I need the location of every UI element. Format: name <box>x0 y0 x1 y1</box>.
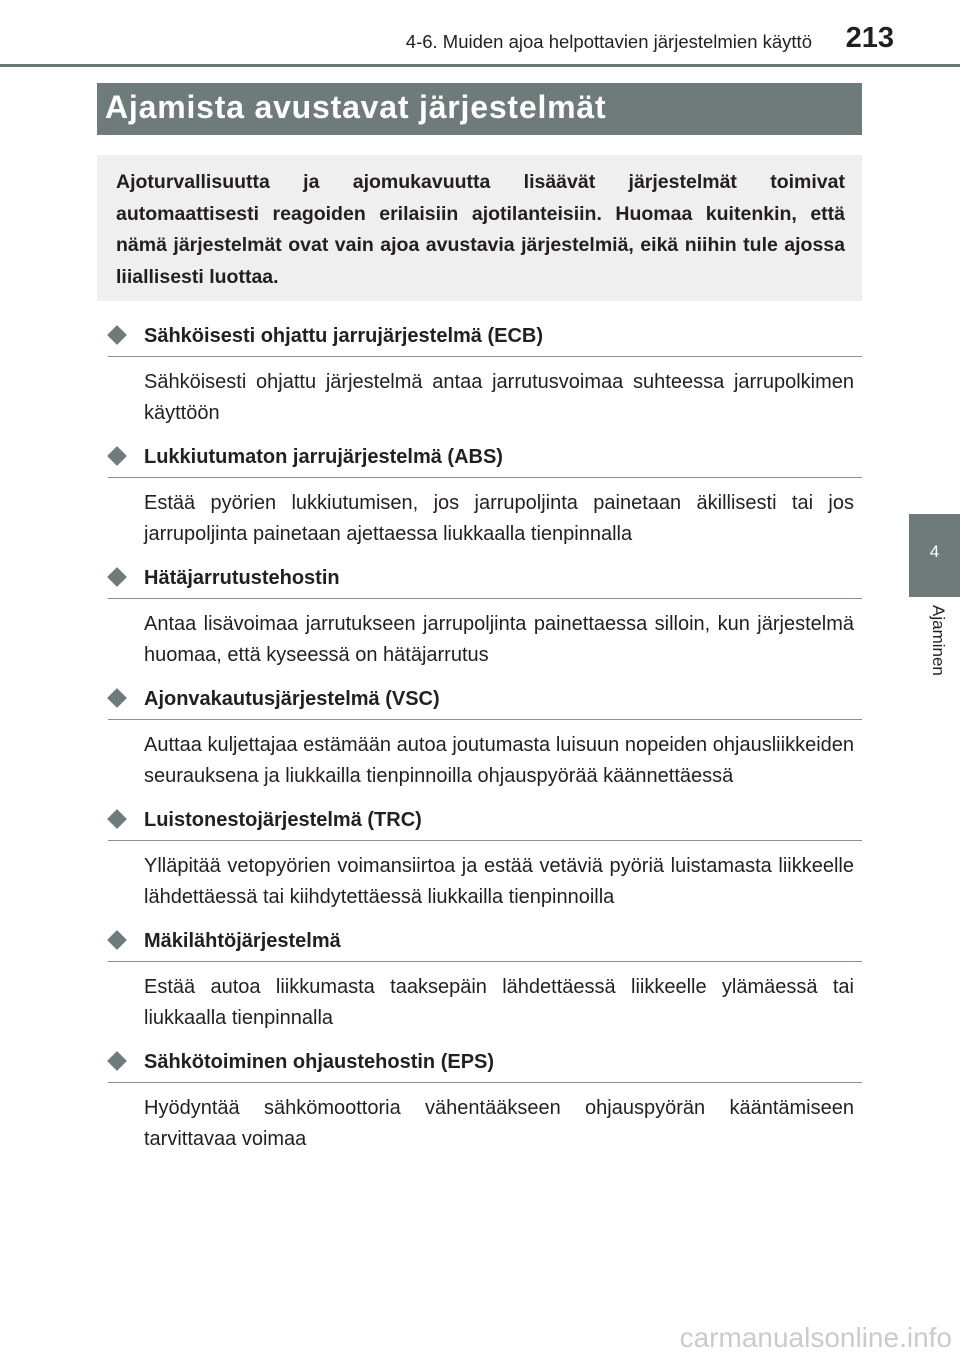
feature-name: Lukkiutumaton jarrujärjestelmä (ABS) <box>144 446 503 468</box>
chapter-tab <box>909 514 960 597</box>
chapter-label: Ajaminen <box>929 605 948 676</box>
feature-item <box>108 804 862 912</box>
feature-name: Mäkilähtöjärjestelmä <box>144 930 341 952</box>
feature-name: Sähkötoiminen ohjaustehostin (EPS) <box>144 1051 495 1073</box>
chapter-number: 4 <box>929 542 940 561</box>
feature-heading <box>108 441 862 478</box>
watermark: carmanualsonline.info <box>679 1322 952 1353</box>
feature-description: Estää autoa liikkumasta taaksepäin lähdettäessä liikkeelle ylämäessä tai liukkaalla tienpinnalla <box>144 976 854 1029</box>
feature-description: Hyödyntää sähkömoottoria vähentääkseen ohjauspyörän kääntämiseen tarvittavaa voimaa <box>144 1097 854 1150</box>
feature-heading <box>108 320 862 357</box>
running-header <box>0 0 960 64</box>
feature-description: Ylläpitää vetopyörien voimansiirtoa ja estää vetäviä pyöriä luistamasta liikkeelle lähdettäessä tai kiihdytettäessä liukkailla tienpinnoilla <box>144 855 854 908</box>
feature-name: Hätäjarrutustehostin <box>144 567 340 589</box>
feature-description: Sähköisesti ohjattu järjestelmä antaa jarrutusvoimaa suhteessa jarrupolkimen käyttöön <box>144 371 854 424</box>
feature-heading <box>108 562 862 599</box>
feature-description: Estää pyörien lukkiutumisen, jos jarrupoljinta painetaan äkillisesti tai jos jarrupoljinta painetaan ajettaessa liukkaalla tienpinnalla <box>144 492 854 545</box>
feature-heading <box>108 804 862 841</box>
feature-name: Ajonvakautusjärjestelmä (VSC) <box>144 688 440 710</box>
feature-list <box>108 320 862 1167</box>
diamond-bullet-icon <box>107 809 127 829</box>
feature-description: Antaa lisävoimaa jarrutukseen jarrupoljinta painettaessa silloin, kun järjestelmä huomaa, että kyseessä on hätäjarrutus <box>144 613 854 666</box>
feature-item <box>108 925 862 1033</box>
feature-heading <box>108 1046 862 1083</box>
feature-item <box>108 683 862 791</box>
feature-heading <box>108 925 862 962</box>
diamond-bullet-icon <box>107 325 127 345</box>
feature-heading <box>108 683 862 720</box>
section-title: 4-6. Muiden ajoa helpottavien järjestelmien käyttö <box>405 31 812 52</box>
feature-item <box>108 441 862 549</box>
page-number: 213 <box>845 22 894 54</box>
diamond-bullet-icon <box>107 930 127 950</box>
intro-text: Ajoturvallisuutta ja ajomukavuutta lisäävät järjestelmät toimivat automaattisesti reagoiden erilaisiin ajotilanteisiin. Huomaa kuitenkin, että nämä järjestelmät ovat vain ajoa avustavia järjestelmiä, eikä niihin tule ajossa liiallisesti luottaa. <box>116 171 845 288</box>
diamond-bullet-icon <box>107 688 127 708</box>
feature-item <box>108 562 862 670</box>
feature-name: Luistonestojärjestelmä (TRC) <box>144 809 422 831</box>
diamond-bullet-icon <box>107 1051 127 1071</box>
feature-item <box>108 320 862 428</box>
diamond-bullet-icon <box>107 446 127 466</box>
feature-item <box>108 1046 862 1154</box>
title-banner <box>97 83 862 135</box>
feature-description: Auttaa kuljettajaa estämään autoa joutumasta luisuun nopeiden ohjausliikkeiden seurauksena ja liukkailla tienpinnoilla ohjauspyörää käännettäessä <box>144 734 854 787</box>
intro-box <box>97 155 862 301</box>
page-title: Ajamista avustavat järjestelmät <box>105 89 607 125</box>
header-rule <box>0 64 960 67</box>
feature-name: Sähköisesti ohjattu jarrujärjestelmä (ECB) <box>144 325 544 347</box>
diamond-bullet-icon <box>107 567 127 587</box>
